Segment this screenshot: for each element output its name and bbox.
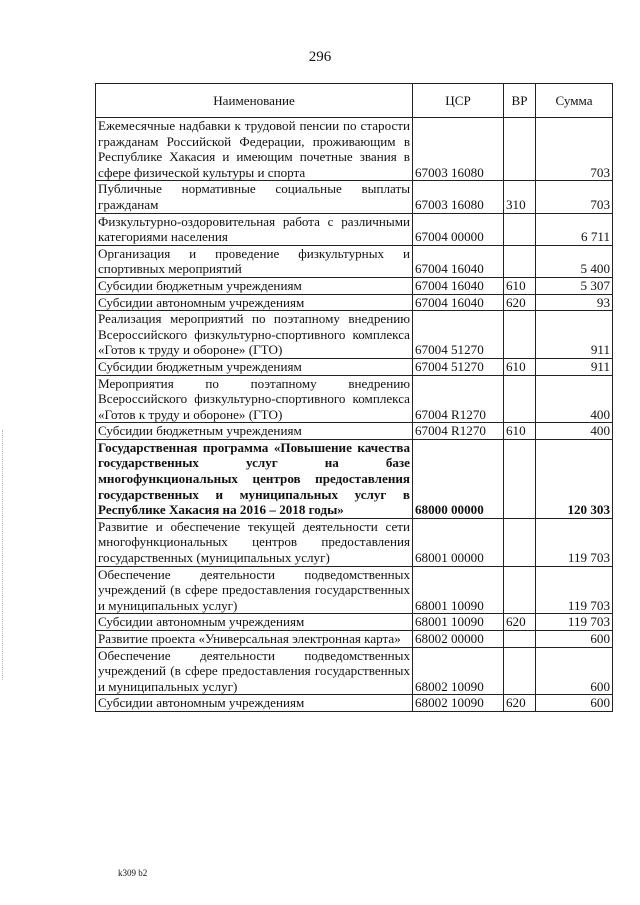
row-vr-cell <box>504 375 536 423</box>
row-code-cell: 68001 00000 <box>413 518 504 566</box>
table-row <box>96 631 613 648</box>
row-sum-cell: 911 <box>536 311 613 359</box>
row-vr-cell: 610 <box>504 358 536 375</box>
row-code-cell: 68002 10090 <box>413 647 504 695</box>
row-code-cell: 67003 16080 <box>413 118 504 181</box>
row-sum-cell: 120 303 <box>536 439 613 518</box>
row-vr-cell <box>504 439 536 518</box>
row-sum-cell: 703 <box>536 181 613 213</box>
row-vr-cell <box>504 118 536 181</box>
table-row <box>96 423 613 440</box>
table-row <box>96 439 613 518</box>
row-code-cell: 68001 10090 <box>413 614 504 631</box>
header-row <box>96 84 613 118</box>
table-row <box>96 695 613 712</box>
row-code-cell: 67004 51270 <box>413 311 504 359</box>
row-code-cell: 68000 00000 <box>413 439 504 518</box>
row-name-cell: Реализация мероприятий по поэтапному внедрению Всероссийского физкультурно-спортивного комплекса «Готов к труду и обороне» (ГТО) <box>96 311 413 359</box>
table-row <box>96 181 613 213</box>
row-code-cell: 68001 10090 <box>413 566 504 614</box>
row-name-cell: Обеспечение деятельности подведомственных учреждений (в сфере предоставления государственных и муниципальных услуг) <box>96 566 413 614</box>
row-sum-cell: 5 400 <box>536 245 613 277</box>
row-sum-cell: 119 703 <box>536 614 613 631</box>
table-body <box>96 118 613 712</box>
header-name: Наименование <box>96 84 413 118</box>
row-vr-cell: 620 <box>504 614 536 631</box>
table-row <box>96 311 613 359</box>
row-code-cell: 67004 00000 <box>413 213 504 245</box>
row-name-cell: Развитие и обеспечение текущей деятельности сети многофункциональных центров предоставления государственных (муниципальных услуг) <box>96 518 413 566</box>
row-code-cell: 67004 16040 <box>413 277 504 294</box>
row-sum-cell: 600 <box>536 647 613 695</box>
table-row <box>96 566 613 614</box>
row-code-cell: 67004 16040 <box>413 294 504 311</box>
header-code: ЦСР <box>413 84 504 118</box>
table-row <box>96 647 613 695</box>
row-name-cell: Ежемесячные надбавки к трудовой пенсии по старости гражданам Российской Федерации, проживающим в Республике Хакасия и имеющим почетные звания в сфере физической культуры и спорта <box>96 118 413 181</box>
row-sum-cell: 600 <box>536 695 613 712</box>
row-vr-cell <box>504 631 536 648</box>
table-row <box>96 358 613 375</box>
row-vr-cell <box>504 647 536 695</box>
row-sum-cell: 6 711 <box>536 213 613 245</box>
row-vr-cell <box>504 566 536 614</box>
row-vr-cell: 610 <box>504 423 536 440</box>
margin-marks <box>2 430 7 680</box>
row-vr-cell <box>504 245 536 277</box>
row-name-cell: Субсидии бюджетным учреждениям <box>96 277 413 294</box>
row-name-cell: Обеспечение деятельности подведомственных учреждений (в сфере предоставления государственных и муниципальных услуг) <box>96 647 413 695</box>
row-code-cell: 67004 16040 <box>413 245 504 277</box>
row-vr-cell: 310 <box>504 181 536 213</box>
row-sum-cell: 93 <box>536 294 613 311</box>
row-vr-cell: 620 <box>504 294 536 311</box>
table-row <box>96 518 613 566</box>
row-name-cell: Субсидии автономным учреждениям <box>96 294 413 311</box>
row-vr-cell <box>504 518 536 566</box>
table-row <box>96 614 613 631</box>
table-row <box>96 213 613 245</box>
row-name-cell: Субсидии автономным учреждениям <box>96 614 413 631</box>
row-vr-cell: 620 <box>504 695 536 712</box>
row-sum-cell: 5 307 <box>536 277 613 294</box>
table-row <box>96 294 613 311</box>
budget-table <box>95 83 613 712</box>
row-vr-cell <box>504 311 536 359</box>
row-name-cell: Субсидии автономным учреждениям <box>96 695 413 712</box>
table-row <box>96 277 613 294</box>
row-name-cell: Физкультурно-оздоровительная работа с различными категориями населения <box>96 213 413 245</box>
footer-code: k309 b2 <box>118 868 148 878</box>
row-name-cell: Публичные нормативные социальные выплаты гражданам <box>96 181 413 213</box>
header-sum: Сумма <box>536 84 613 118</box>
row-name-cell: Государственная программа «Повышение качества государственных услуг на базе многофункциональных центров предоставления государственных и муниципальных услуг в Республике Хакасия на 2016 – 2018 годы» <box>96 439 413 518</box>
row-sum-cell: 400 <box>536 423 613 440</box>
row-code-cell: 68002 00000 <box>413 631 504 648</box>
row-name-cell: Мероприятия по поэтапному внедрению Всероссийского физкультурно-спортивного комплекса «Готов к труду и обороне» (ГТО) <box>96 375 413 423</box>
row-sum-cell: 400 <box>536 375 613 423</box>
row-code-cell: 67003 16080 <box>413 181 504 213</box>
row-code-cell: 67004 R1270 <box>413 423 504 440</box>
row-code-cell: 67004 51270 <box>413 358 504 375</box>
row-name-cell: Развитие проекта «Универсальная электронная карта» <box>96 631 413 648</box>
header-vr: ВР <box>504 84 536 118</box>
row-sum-cell: 703 <box>536 118 613 181</box>
row-name-cell: Организация и проведение физкультурных и спортивных мероприятий <box>96 245 413 277</box>
page-number: 296 <box>308 49 332 65</box>
row-sum-cell: 600 <box>536 631 613 648</box>
row-vr-cell <box>504 213 536 245</box>
row-sum-cell: 911 <box>536 358 613 375</box>
row-sum-cell: 119 703 <box>536 518 613 566</box>
table-row <box>96 245 613 277</box>
row-code-cell: 67004 R1270 <box>413 375 504 423</box>
row-name-cell: Субсидии бюджетным учреждениям <box>96 358 413 375</box>
table-row <box>96 118 613 181</box>
row-code-cell: 68002 10090 <box>413 695 504 712</box>
table-row <box>96 375 613 423</box>
row-vr-cell: 610 <box>504 277 536 294</box>
row-name-cell: Субсидии бюджетным учреждениям <box>96 423 413 440</box>
row-sum-cell: 119 703 <box>536 566 613 614</box>
